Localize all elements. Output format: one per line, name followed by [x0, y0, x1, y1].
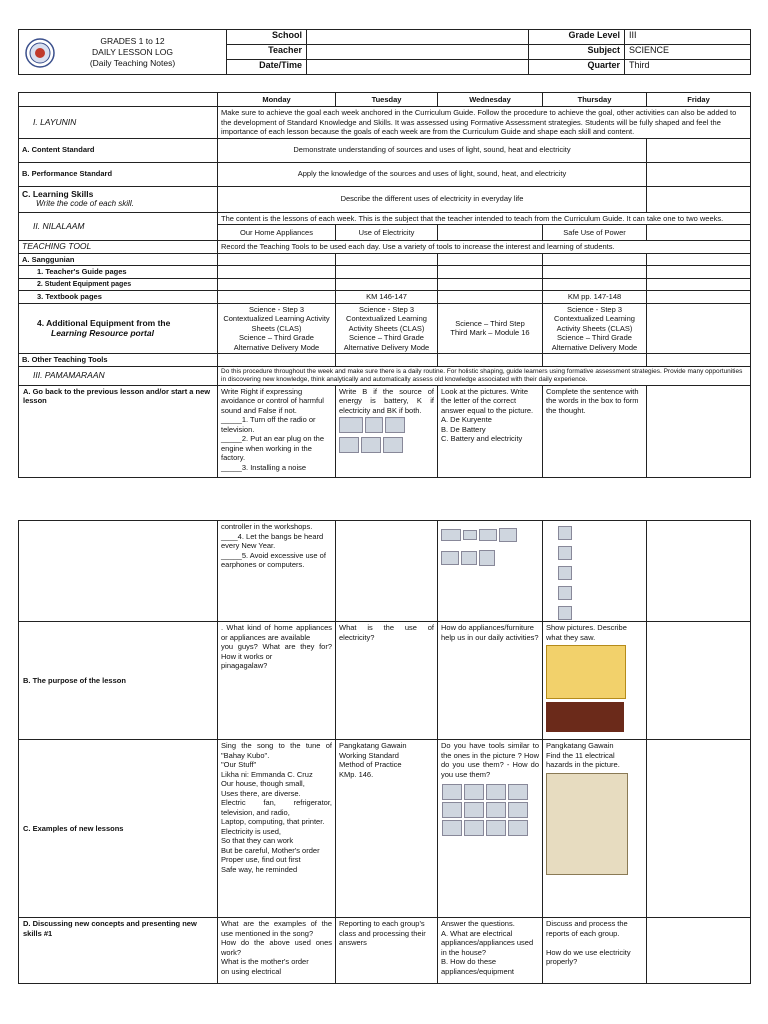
empty-cell	[218, 354, 336, 367]
empty-cell	[336, 253, 438, 266]
row-a-label: A. Go back to the previous lesson and/or start a new lesson	[19, 385, 218, 477]
lesson-log-table-continued	[18, 520, 751, 984]
subject-label: Subject	[529, 45, 625, 60]
subject-value[interactable]: SCIENCE	[625, 45, 751, 60]
pamamaraan-label: III. PAMAMARAAN	[19, 366, 218, 385]
row-c-wednesday-cell	[438, 740, 543, 918]
row-b-label: B. The purpose of the lesson	[19, 622, 218, 740]
appliance-picture	[508, 802, 528, 818]
appliance-picture	[461, 551, 477, 565]
friday-cell	[647, 138, 751, 162]
additional-equipment-label2: Learning Resource portal	[51, 328, 154, 339]
appliance-picture	[486, 820, 506, 836]
appliance-picture	[486, 802, 506, 818]
textbook-label: 3. Textbook pages	[19, 291, 218, 304]
wednesday-appliance-pictures	[438, 521, 543, 622]
fire-picture	[546, 702, 624, 732]
appliance-picture	[558, 586, 572, 600]
angry-character-picture	[546, 645, 626, 699]
row-c-label: C. Examples of new lessons	[19, 740, 218, 918]
empty-cell	[218, 291, 336, 304]
learning-skills-label: C. Learning Skills	[22, 189, 94, 200]
nilalaman-note: The content is the lessons of each week. This is the subject that the teacher intended to teach from the Curriculum Guide. It can take one to two weeks.	[218, 212, 751, 225]
empty-cell	[218, 278, 336, 291]
row-b-thursday-cell	[543, 622, 647, 740]
row-c-wednesday: Do you have tools similar to the ones in the picture ? How do you use them? - How do you use them?	[441, 741, 539, 779]
empty-cell	[647, 303, 751, 354]
deped-seal-icon	[25, 38, 55, 68]
date-time-value[interactable]	[307, 60, 529, 75]
appliance-picture	[558, 606, 572, 620]
row-d-label: D. Discussing new concepts and presenting new skills #1	[19, 918, 218, 984]
day-wednesday: Wednesday	[438, 93, 543, 107]
student-equipment-label: 2. Student Equipment pages	[19, 278, 218, 291]
row-a-tuesday-cell	[336, 385, 438, 477]
nilalaman-wednesday	[438, 225, 543, 241]
appliance-picture	[441, 551, 459, 565]
other-tools-label: B. Other Teaching Tools	[19, 354, 218, 367]
thursday-sentence-pictures	[543, 521, 647, 622]
appliance-picture	[442, 820, 462, 836]
performance-standard-text: Apply the knowledge of the sources and uses of light, sound, heat, and electricity	[218, 162, 647, 186]
empty-cell	[647, 521, 751, 622]
nilalaman-tuesday: Use of Electricity	[336, 225, 438, 241]
appliance-picture	[479, 529, 497, 541]
quarter-value[interactable]: Third	[625, 60, 751, 75]
row-a-monday: Write Right if expressing avoidance or control of harmful sound and False if not. _____1. Turn off the radio or television. _____2. Put an ear plug on the engine when working in the factory. _____3. Installing a noise	[218, 385, 336, 477]
appliance-picture	[463, 530, 477, 540]
appliance-picture	[558, 526, 572, 540]
nilalaman-thursday: Safe Use of Power	[543, 225, 647, 241]
row-a-tuesday: Write B if the source of energy is battery, K if electricity and BK if both.	[339, 386, 434, 415]
electrical-hazards-picture	[546, 773, 628, 875]
appliance-picture	[508, 784, 528, 800]
row-c-thursday: Pangkatang Gawain Find the 11 electrical hazards in the picture.	[546, 741, 620, 769]
row-c-tuesday: Pangkatang Gawain Working Standard Method of Practice KMp. 146.	[336, 740, 438, 918]
friday-cell	[647, 162, 751, 186]
friday-cell	[647, 225, 751, 241]
empty-cell	[647, 354, 751, 367]
title-line2: DAILY LESSON LOG	[92, 46, 173, 57]
empty-cell	[336, 266, 438, 279]
layunin-note: Make sure to achieve the goal each week anchored in the Curriculum Guide. Follow the procedure to achieve the goal, other activities can also be added to the development of Standard Knowledge and Skills. It was assessed using Formative Assessment strategies. Students will be fully shaped and feel the importance of each lesson because the goals of each week are from the Curriculum Guide and shape each skill and content.	[218, 107, 751, 139]
row-b-monday: . What kind of home appliances or appliances are available you guys? What are they for? How it works or pinagagalaw?	[218, 622, 336, 740]
empty-cell	[647, 253, 751, 266]
pamamaraan-note: Do this procedure throughout the week and make sure there is a daily routine. For holistic shaping, guide learners using formative assessment strategies. Provide many opportunities in discovering new knowledge, think analytically and automatically assess old knowledge associated with their daily experience.	[218, 366, 751, 385]
appliance-picture	[383, 437, 403, 453]
day-thursday: Thursday	[543, 93, 647, 107]
appliance-picture	[499, 528, 517, 542]
appliance-picture	[558, 546, 572, 560]
row-c-monday: Sing the song to the tune of "Bahay Kubo". "Our Stuff" Likha ni: Emmanda C. Cruz Our house, though small, Uses there, are diverse. Electric fan, refrigerator, television, and radio, Laptop, computing, that printer. Electricity is used, So that they can work But be careful, Mother's order Proper use, find out first Safe way, he reminded	[218, 740, 336, 918]
empty-cell	[647, 918, 751, 984]
appliance-picture	[361, 437, 381, 453]
empty-cell	[438, 253, 543, 266]
row-b-wednesday: How do appliances/furniture help us in our daily activities?	[438, 622, 543, 740]
row-c-thursday-cell	[543, 740, 647, 918]
row-d-monday: What are the examples of the use mentioned in the song? How do the above used ones work? What is the mother's order on using electrical	[218, 918, 336, 984]
additional-wednesday: Science – Third Step Third Mark – Module 16	[438, 303, 543, 354]
appliance-picture	[442, 784, 462, 800]
additional-equipment-label: 4. Additional Equipment from the	[37, 318, 171, 329]
row-d-wednesday: Answer the questions. A. What are electrical appliances/appliances used in the house? B. How do these appliances/equipment	[438, 918, 543, 984]
empty-cell	[438, 266, 543, 279]
row-a-thursday: Complete the sentence with the words in the box to form the thought.	[543, 385, 647, 477]
appliance-picture	[441, 529, 461, 541]
learning-skills-text: Describe the different uses of electricity in everyday life	[218, 186, 647, 212]
tuesday-pictures	[339, 437, 434, 453]
appliance-picture	[486, 784, 506, 800]
day-tuesday: Tuesday	[336, 93, 438, 107]
row-a-wednesday: Look at the pictures. Write the letter of the correct answer equal to the picture. A. De Kuryente B. De Battery C. Battery and electricity	[438, 385, 543, 477]
empty-cell	[647, 278, 751, 291]
empty-cell	[438, 291, 543, 304]
appliance-picture	[464, 802, 484, 818]
empty-cell	[336, 278, 438, 291]
date-time-label: Date/Time	[227, 60, 307, 75]
tuesday-pictures	[339, 417, 434, 433]
teacher-label: Teacher	[227, 45, 307, 60]
empty-cell	[647, 740, 751, 918]
additional-tuesday: Science - Step 3 Contextualized Learning Activity Sheets (CLAS) Science – Third Grade Alternative Delivery Mode	[336, 303, 438, 354]
empty-cell	[647, 291, 751, 304]
day-friday: Friday	[647, 93, 751, 107]
appliance-picture	[464, 784, 484, 800]
header-table	[18, 29, 751, 75]
grade-level-label: Grade Level	[529, 30, 625, 45]
empty-cell	[543, 354, 647, 367]
empty-cell	[543, 253, 647, 266]
content-standard-text: Demonstrate understanding of sources and uses of light, sound, heat and electricity	[218, 138, 647, 162]
empty-cell	[438, 354, 543, 367]
nilalaman-label: II. NILALAAM	[19, 212, 218, 241]
appliance-picture	[365, 417, 383, 433]
teaching-tool-note: Record the Teaching Tools to be used each day. Use a variety of tools to increase the interest and learning of students.	[218, 241, 751, 254]
textbook-tuesday: KM 146-147	[336, 291, 438, 304]
row-d-thursday: Discuss and process the reports of each group. How do we use electricity properly?	[543, 918, 647, 984]
lesson-log-table	[18, 92, 751, 478]
content-standard-label: A. Content Standard	[19, 138, 218, 162]
learning-skills-cell	[19, 186, 218, 212]
empty-cell	[543, 278, 647, 291]
additional-equipment-cell	[19, 303, 218, 354]
textbook-thursday: KM pp. 147-148	[543, 291, 647, 304]
teaching-tool-label: TEACHING TOOL	[19, 241, 218, 254]
layunin-label: I. LAYUNIN	[19, 107, 218, 139]
empty-cell	[647, 266, 751, 279]
day-monday: Monday	[218, 93, 336, 107]
additional-monday: Science - Step 3 Contextualized Learning Activity Sheets (CLAS) Science – Third Grade Alternative Delivery Mode	[218, 303, 336, 354]
appliance-picture	[442, 802, 462, 818]
corner-cell	[19, 93, 218, 107]
friday-cell	[647, 186, 751, 212]
row-b-tuesday: What is the use of electricity?	[336, 622, 438, 740]
empty-cell	[438, 278, 543, 291]
appliance-picture	[339, 437, 359, 453]
learning-skills-sublabel: Write the code of each skill.	[36, 199, 134, 209]
title-line3: (Daily Teaching Notes)	[89, 57, 176, 68]
school-label: School	[227, 30, 307, 45]
appliance-picture	[558, 566, 572, 580]
additional-thursday: Science - Step 3 Contextualized Learning Activity Sheets (CLAS) Science – Third Grade Alternative Delivery Mode	[543, 303, 647, 354]
appliance-picture	[385, 417, 405, 433]
empty-cell	[218, 253, 336, 266]
appliance-picture	[464, 820, 484, 836]
empty-label-cell	[19, 521, 218, 622]
performance-standard-label: B. Performance Standard	[19, 162, 218, 186]
quarter-label: Quarter	[529, 60, 625, 75]
teachers-guide-label: 1. Teacher's Guide pages	[19, 266, 218, 279]
empty-cell	[218, 266, 336, 279]
empty-cell	[647, 385, 751, 477]
appliance-picture	[339, 417, 363, 433]
school-value[interactable]	[307, 30, 529, 45]
teacher-value[interactable]	[307, 45, 529, 60]
header-title-cell	[19, 30, 227, 75]
empty-cell	[336, 354, 438, 367]
grade-level-value[interactable]: III	[625, 30, 751, 45]
sanggunian-label: A. Sanggunian	[19, 253, 218, 266]
row-d-tuesday: Reporting to each group's class and processing their answers	[336, 918, 438, 984]
row-b-thursday: Show pictures. Describe what they saw.	[546, 623, 627, 642]
empty-cell	[647, 622, 751, 740]
empty-cell	[543, 266, 647, 279]
empty-cell	[336, 521, 438, 622]
title-line1: GRADES 1 to 12	[100, 35, 165, 46]
nilalaman-monday: Our Home Appliances	[218, 225, 336, 241]
appliance-picture	[479, 550, 495, 566]
row-a-monday-continued: controller in the workshops. ____4. Let the bangs be heard every New Year. _____5. Avoid excessive use of earphones or computers.	[218, 521, 336, 622]
appliance-grid-picture	[441, 783, 539, 837]
appliance-picture	[508, 820, 528, 836]
